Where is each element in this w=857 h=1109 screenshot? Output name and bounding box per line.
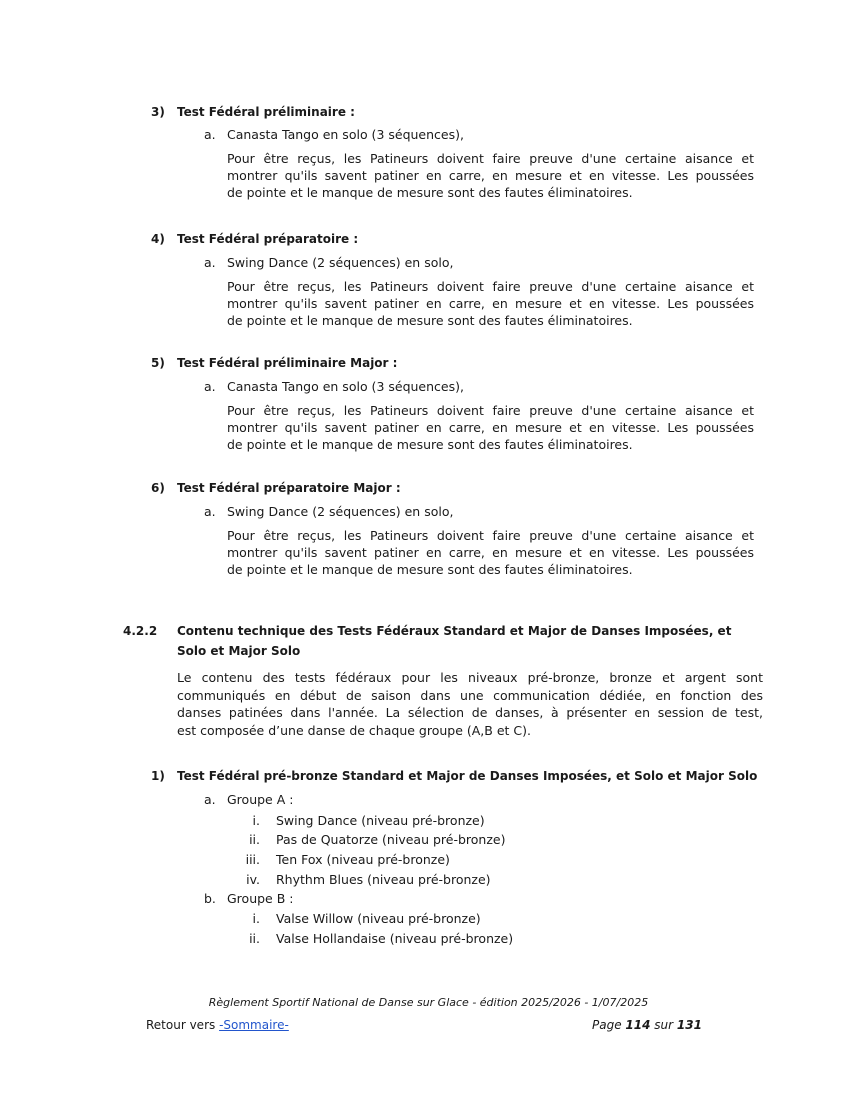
page-word: Page xyxy=(592,1018,626,1032)
section-number: 3) xyxy=(151,105,165,119)
group-name: Groupe A : xyxy=(227,792,294,807)
paragraph-line: danses patinées dans l'année. La sélection de danses, à présenter en session de test, xyxy=(177,705,763,720)
list-item-text: Valse Willow (niveau pré-bronze) xyxy=(276,911,481,926)
list-item-text: Canasta Tango en solo (3 séquences), xyxy=(227,127,464,142)
current-page: 114 xyxy=(625,1018,651,1032)
section-number: 6) xyxy=(151,481,165,495)
section-title xyxy=(151,356,397,370)
paragraph-line: montrer qu'ils savent patiner en carre, en mesure et en vitesse. Les poussées xyxy=(227,168,754,183)
paragraph-line: montrer qu'ils savent patiner en carre, en mesure et en vitesse. Les poussées xyxy=(227,420,754,435)
paragraph-line: de pointe et le manque de mesure sont des fautes éliminatoires. xyxy=(227,313,633,328)
list-item-label: a. xyxy=(204,127,216,142)
list-item xyxy=(204,255,453,270)
section-title-text: Test Fédéral préparatoire : xyxy=(177,232,359,246)
paragraph-line: communiqués en début de saison dans une communication dédiée, en fonction des xyxy=(177,687,763,703)
section-number: 1) xyxy=(151,769,165,783)
paragraph-line: montrer qu'ils savent patiner en carre, en mesure et en vitesse. Les poussées xyxy=(227,296,754,311)
list-item-text: Canasta Tango en solo (3 séquences), xyxy=(227,379,464,394)
summary-link[interactable]: -Sommaire- xyxy=(219,1018,289,1032)
section-title xyxy=(151,105,355,119)
heading-number: 4.2.2 xyxy=(123,624,158,638)
intro-paragraph xyxy=(177,669,763,739)
group-item xyxy=(204,792,293,807)
paragraph xyxy=(227,527,754,578)
heading-line: Solo et Major Solo xyxy=(177,644,301,658)
list-item-text: Rhythm Blues (niveau pré-bronze) xyxy=(276,872,491,887)
section-title xyxy=(151,481,401,495)
list-item-label: a. xyxy=(204,379,216,394)
paragraph-line: de pointe et le manque de mesure sont des fautes éliminatoires. xyxy=(227,437,633,452)
paragraph-line: Pour être reçus, les Patineurs doivent faire preuve d'une certaine aisance et xyxy=(227,528,754,543)
section-number: 4) xyxy=(151,232,165,246)
footer-return xyxy=(146,1018,289,1032)
page-separator: sur xyxy=(650,1018,677,1032)
group-item xyxy=(204,891,293,906)
paragraph-line: est composée d’une danse de chaque groupe (A,B et C). xyxy=(177,722,531,738)
return-label: Retour vers xyxy=(146,1018,220,1032)
list-item-label: a. xyxy=(204,504,216,519)
paragraph xyxy=(227,150,754,201)
group-label: b. xyxy=(204,891,216,906)
section-title-text: Test Fédéral préliminaire Major : xyxy=(177,356,398,370)
paragraph-line: de pointe et le manque de mesure sont des fautes éliminatoires. xyxy=(227,562,633,577)
list-item-text: Ten Fox (niveau pré-bronze) xyxy=(276,852,450,867)
roman-numeral: iv. xyxy=(246,872,260,887)
heading-line: Contenu technique des Tests Fédéraux Standard et Major de Danses Imposées, et xyxy=(177,624,732,638)
list-item-label: a. xyxy=(204,255,216,270)
paragraph-line: de pointe et le manque de mesure sont des fautes éliminatoires. xyxy=(227,185,633,200)
roman-numeral: ii. xyxy=(249,931,260,946)
paragraph-line: Pour être reçus, les Patineurs doivent faire preuve d'une certaine aisance et xyxy=(227,403,754,418)
list-item xyxy=(204,127,464,142)
paragraph xyxy=(227,278,754,329)
list-item xyxy=(204,504,453,519)
roman-numeral: i. xyxy=(252,813,260,828)
section-heading xyxy=(123,621,763,661)
section-title-text: Test Fédéral pré-bronze Standard et Major de Danses Imposées, et Solo et Major Solo xyxy=(177,769,758,783)
page-number xyxy=(592,1018,702,1032)
roman-numeral: iii. xyxy=(245,852,260,867)
paragraph-line: Pour être reçus, les Patineurs doivent faire preuve d'une certaine aisance et xyxy=(227,279,754,294)
group-name: Groupe B : xyxy=(227,891,294,906)
paragraph-line: Pour être reçus, les Patineurs doivent faire preuve d'une certaine aisance et xyxy=(227,151,754,166)
list-item xyxy=(204,379,464,394)
section-title-text: Test Fédéral préliminaire : xyxy=(177,105,355,119)
section-title xyxy=(151,769,757,783)
group-label: a. xyxy=(204,792,216,807)
roman-numeral: i. xyxy=(252,911,260,926)
paragraph-line: Le contenu des tests fédéraux pour les niveaux pré-bronze, bronze et argent sont xyxy=(177,670,763,685)
list-item-text: Swing Dance (niveau pré-bronze) xyxy=(276,813,485,828)
roman-numeral: ii. xyxy=(249,832,260,847)
footer-title: Règlement Sportif National de Danse sur Glace - édition 2025/2026 - 1/07/2025 xyxy=(208,996,649,1009)
paragraph-line: montrer qu'ils savent patiner en carre, en mesure et en vitesse. Les poussées xyxy=(227,545,754,560)
list-item-text: Swing Dance (2 séquences) en solo, xyxy=(227,255,454,270)
section-title-text: Test Fédéral préparatoire Major : xyxy=(177,481,401,495)
list-item-text: Pas de Quatorze (niveau pré-bronze) xyxy=(276,832,506,847)
list-item-text: Swing Dance (2 séquences) en solo, xyxy=(227,504,454,519)
paragraph xyxy=(227,402,754,453)
section-title xyxy=(151,232,358,246)
list-item-text: Valse Hollandaise (niveau pré-bronze) xyxy=(276,931,514,946)
total-pages: 131 xyxy=(676,1018,702,1032)
section-number: 5) xyxy=(151,356,165,370)
